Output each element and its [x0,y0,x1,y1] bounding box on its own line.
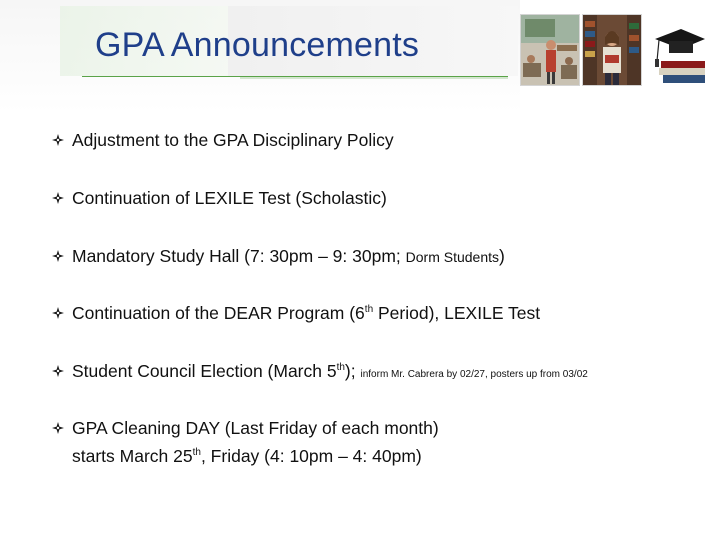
bullet-text [72,242,505,271]
bullet-text [72,357,588,389]
library-student-photo [582,14,642,86]
ordinal-suffix: th [336,362,345,374]
cleaning-text-a: starts March 25 [72,446,193,466]
bullet-text: GPA Cleaning DAY (Last Friday of each month) [72,418,439,438]
bullet-text: Continuation of LEXILE Test (Scholastic) [72,188,387,208]
study-hall-text: Mandatory Study Hall (7: 30pm – 9: 30pm; [72,246,406,266]
diamond-bullet-icon [52,422,64,434]
page-title: GPA Announcements [95,26,420,64]
ordinal-suffix: th [192,447,201,459]
diamond-bullet-icon [52,134,64,146]
dear-text-a: Continuation of the DEAR Program (6 [72,303,365,323]
classroom-teacher-photo [520,14,580,86]
election-note-b: by 02/27, posters up from 03/02 [443,369,588,380]
title-underline-shadow [240,76,508,79]
dorm-students-text: Dorm Students [405,249,500,265]
diamond-bullet-icon [52,192,64,204]
cleaning-text-b: , Friday (4: 10pm – 4: 40pm) [200,446,422,466]
diamond-bullet-icon [52,365,64,377]
ordinal-suffix: th [364,304,374,316]
diamond-bullet-icon [52,250,64,262]
bullet-text [72,299,540,327]
election-text-a: Student Council Election (March 5 [72,361,337,381]
diamond-bullet-icon [52,307,64,319]
dear-text-b: Period), LEXILE Test [373,303,541,323]
closing-paren: ) [499,246,505,266]
bullet-text: Adjustment to the GPA Disciplinary Policy [72,130,394,150]
graduation-cap-books-photo [644,14,708,86]
election-note-a: inform Mr. Cabrera [360,369,444,380]
bullet-continuation [72,442,422,470]
election-text-b: ); [344,361,361,381]
